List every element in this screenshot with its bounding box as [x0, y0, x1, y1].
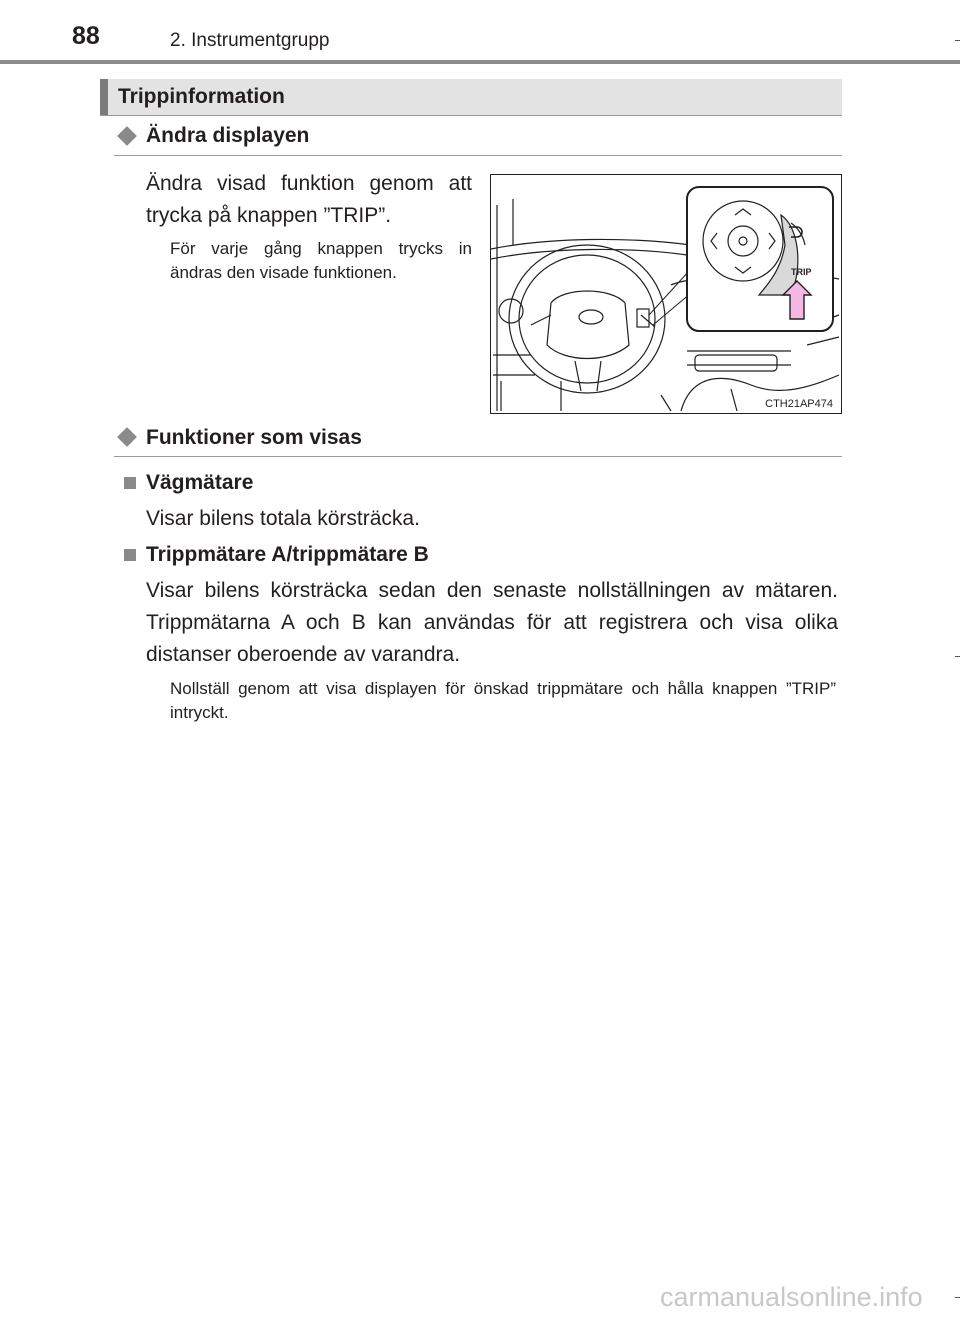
subsection-rule — [114, 456, 842, 457]
chapter-title: 2. Instrumentgrupp — [170, 30, 330, 51]
watermark: carmanualsonline.info — [660, 1282, 923, 1312]
header-rule — [0, 60, 960, 64]
note-text: För varje gång knappen trycks in ändras den visade funktionen. — [170, 239, 472, 282]
crop-mark — [955, 40, 960, 41]
diamond-bullet-icon — [117, 126, 137, 146]
square-bullet-icon — [124, 549, 136, 561]
item-body: Visar bilens totala körsträcka. — [146, 507, 420, 530]
steering-wheel-illustration — [490, 174, 842, 414]
square-bullet-icon — [124, 477, 136, 489]
section-title: Trippinformation — [118, 85, 285, 108]
section-header — [100, 79, 842, 116]
item-title: Trippmätare A/trippmätare B — [146, 543, 429, 566]
item-note: Nollställ genom att visa displayen för önskad trippmätare och hålla knappen ”TRIP” intryckt. — [170, 679, 836, 722]
subsection-heading: Ändra displayen — [146, 124, 310, 147]
item-title: Vägmätare — [146, 471, 254, 494]
instruction-text: Ändra visad funktion genom att trycka på knappen ”TRIP”. — [146, 172, 472, 227]
figure-code: CTH21AP474 — [765, 398, 833, 410]
crop-mark — [955, 656, 960, 657]
dashboard-drawing — [491, 175, 841, 413]
subsection-heading: Funktioner som visas — [146, 426, 362, 449]
section-accent — [100, 79, 108, 115]
diamond-bullet-icon — [117, 427, 137, 447]
subsection-rule — [114, 155, 842, 156]
page-number: 88 — [72, 22, 100, 50]
trip-button-label: TRIP — [791, 267, 812, 277]
item-body: Visar bilens körsträcka sedan den senaste nollställningen av mätaren. Trippmätarna A och B kan användas för att registrera och visa olika distanser oberoende av varandra. — [146, 579, 838, 666]
crop-mark — [955, 1297, 960, 1298]
